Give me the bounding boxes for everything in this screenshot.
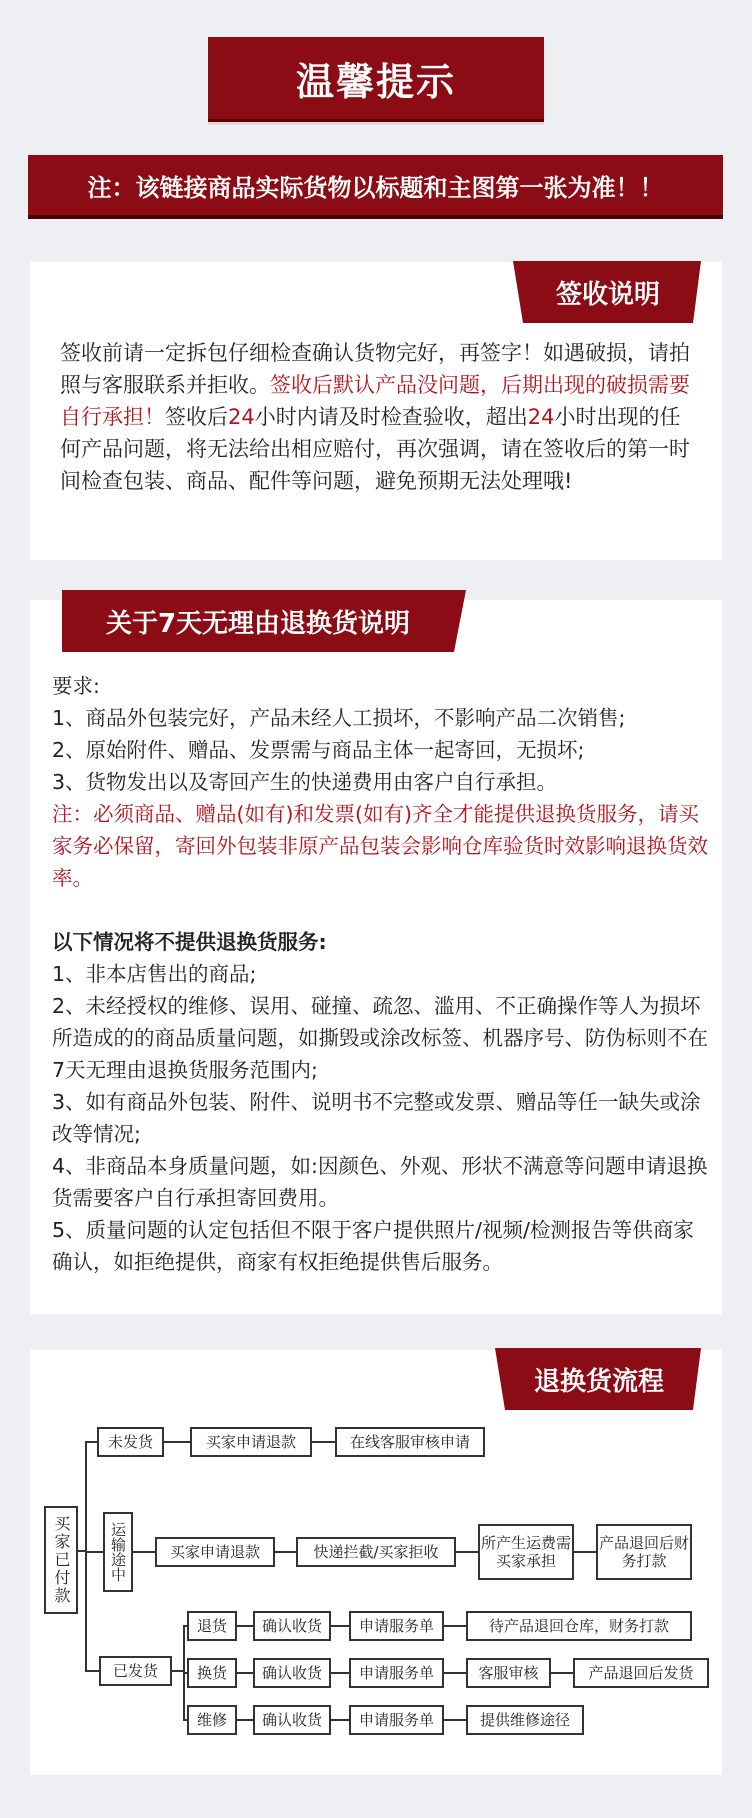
flow-node: 提供维修途径 [466,1705,584,1735]
returns-note: 注：必须商品、赠品(如有)和发票(如有)齐全才能提供退换货服务，请买家务必保留，寄回外包装非原产品包装会影响仓库验货时效影响退换货效率。 [52,802,708,890]
exchange-node: 换货 [187,1658,237,1688]
flow-node: 申请服务单 [349,1705,444,1735]
not-shipped-node: 未发货 [97,1427,164,1457]
sign-section-title: 签收说明 [523,261,693,323]
shipped-node: 已发货 [99,1656,172,1686]
no-return-item: 3、如有商品外包装、附件、说明书不完整或发票、赠品等任一缺失或涂改等情况; [52,1090,701,1146]
sign-text-c: 小时内请及时检查验收，超出 [254,405,528,429]
flow-node: 产品退回后财务打款 [596,1524,692,1580]
sign-text-a: 签收前请一定拆包仔细检查确认货物完好，再签字！如遇破损，请拍照与客服联系并拒收。 [60,341,690,397]
requirement-item: 3、货物发出以及寄回产生的快递费用由客户自行承担。 [52,770,558,794]
flow-section-title: 退换货流程 [505,1348,693,1410]
page-title: 温馨提示 [295,59,456,104]
no-return-item: 4、非商品本身质量问题，如:因颜色、外观、形状不满意等问题申请退换货需要客户自行承担寄回费用。 [52,1154,708,1210]
flow-node: 在线客服审核申请 [335,1427,485,1457]
flow-node: 确认收货 [253,1611,331,1641]
requirement-item: 2、原始附件、赠品、发票需与商品主体一起寄回，无损坏; [52,738,585,762]
sign-text-b: 签收后 [165,405,228,429]
flow-node: 快递拦截/买家拒收 [296,1537,456,1567]
in-transit-node: 运输途中 [103,1512,133,1592]
sign-text [60,337,700,497]
no-return-item: 5、质量问题的认定包括但不限于客户提供照片/视频/检测报告等供商家确认，如拒绝提供，商家有权拒绝提供售后服务。 [52,1218,694,1274]
returns-section-title: 关于7天无理由退换货说明 [62,590,454,652]
title-banner [208,37,544,119]
flow-node: 确认收货 [253,1705,331,1735]
flow-node: 所产生运费需买家承担 [478,1524,574,1580]
flow-node: 申请服务单 [349,1611,444,1641]
no-return-title: 以下情况将不提供退换货服务: [52,930,327,954]
flow-node: 买家申请退款 [190,1427,312,1457]
flow-node: 申请服务单 [349,1658,444,1688]
flow-node: 待产品退回仓库，财务打款 [466,1611,692,1641]
no-return-item: 1、非本店售出的商品; [52,962,257,986]
flow-node: 产品退回后发货 [573,1658,709,1688]
sign-text-d: 小时出现的任何产品问题，将无法给出相应赔付，再次强调，请在签收后的第一时间检查包装、商品、配件等问题，避免预期无法处理哦! [60,405,690,493]
sign-text-warning: 签收后默认产品没问题，后期出现的破损需要自行承担！ [60,373,690,429]
sign-hours-2: 24 [527,405,555,429]
returns-rules [52,670,712,1278]
requirement-item: 1、商品外包装完好，产品未经人工损坏，不影响产品二次销售; [52,706,626,730]
flow-node: 买家申请退款 [155,1537,275,1567]
root-node: 买家已付款 [44,1506,78,1614]
requirements-title: 要求: [52,674,100,698]
notice-bar: 注：该链接商品实际货物以标题和主图第一张为准！！ [28,155,723,215]
flow-node: 确认收货 [253,1658,331,1688]
repair-node: 维修 [187,1705,237,1735]
return-node: 退货 [187,1611,237,1641]
flow-node: 客服审核 [466,1658,551,1688]
sign-hours-1: 24 [228,405,255,429]
no-return-item: 2、未经授权的维修、误用、碰撞、疏忽、滥用、不正确操作等人为损坏所造成的的商品质量问题，如撕毁或涂改标签、机器序号、防伪标则不在7天无理由退换货服务范围内; [52,994,708,1082]
